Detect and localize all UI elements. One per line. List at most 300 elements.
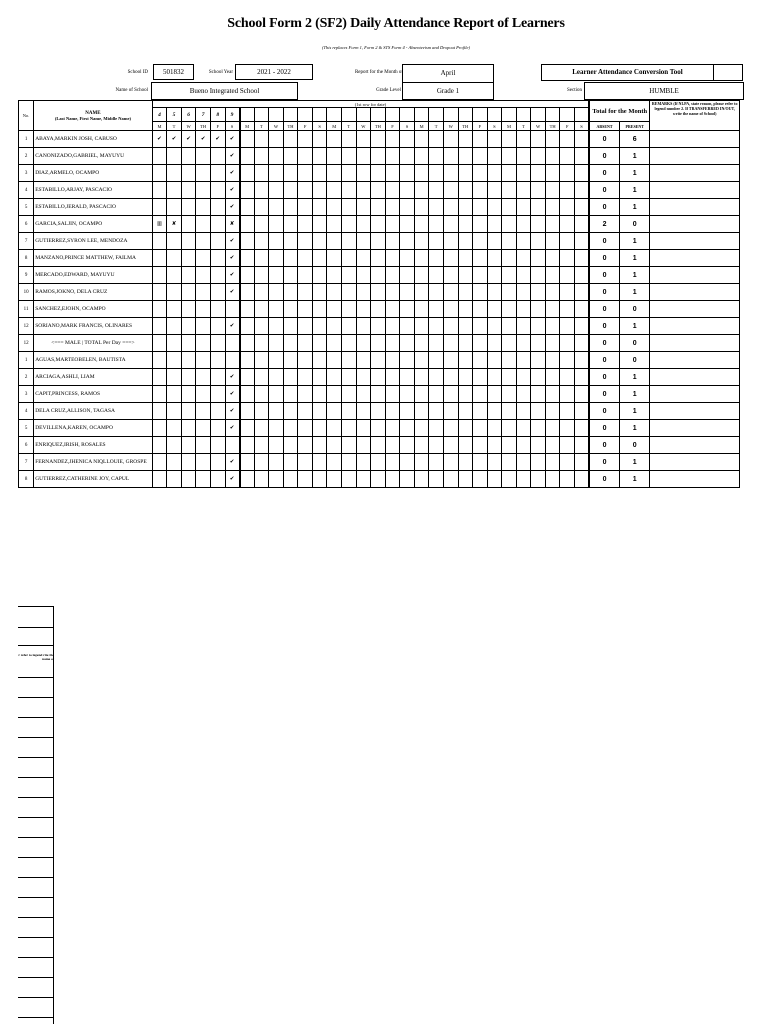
date-cell[interactable] [429, 108, 444, 122]
attendance-cell[interactable] [371, 250, 386, 267]
attendance-cell[interactable] [458, 471, 473, 488]
attendance-cell[interactable] [298, 182, 313, 199]
attendance-cell[interactable] [545, 199, 560, 216]
attendance-cell[interactable] [269, 216, 284, 233]
attendance-cell[interactable] [283, 403, 298, 420]
attendance-cell[interactable] [196, 420, 211, 437]
attendance-cell[interactable] [269, 352, 284, 369]
attendance-cell[interactable] [196, 267, 211, 284]
attendance-cell[interactable] [400, 284, 415, 301]
attendance-cell[interactable] [560, 318, 575, 335]
attendance-cell[interactable] [443, 165, 458, 182]
attendance-cell[interactable] [298, 233, 313, 250]
attendance-cell[interactable] [443, 420, 458, 437]
attendance-cell[interactable] [210, 267, 225, 284]
attendance-cell[interactable] [269, 369, 284, 386]
attendance-cell[interactable] [327, 199, 342, 216]
absent-mark[interactable]: ✘ [225, 216, 240, 233]
attendance-cell[interactable] [473, 454, 488, 471]
attendance-cell[interactable] [458, 454, 473, 471]
attendance-cell[interactable] [371, 301, 386, 318]
date-cell[interactable] [400, 108, 415, 122]
attendance-cell[interactable] [473, 199, 488, 216]
attendance-cell[interactable] [181, 233, 196, 250]
attendance-cell[interactable] [283, 131, 298, 148]
attendance-cell[interactable] [575, 403, 590, 420]
attendance-cell[interactable] [342, 148, 357, 165]
date-cell[interactable] [443, 108, 458, 122]
attendance-cell[interactable] [458, 199, 473, 216]
attendance-cell[interactable] [458, 369, 473, 386]
attendance-cell[interactable] [560, 301, 575, 318]
attendance-cell[interactable] [545, 216, 560, 233]
date-cell[interactable] [356, 108, 371, 122]
attendance-cell[interactable] [152, 267, 167, 284]
attendance-cell[interactable] [443, 437, 458, 454]
present-check-mark[interactable]: ✔ [225, 250, 240, 267]
attendance-cell[interactable] [342, 454, 357, 471]
attendance-cell[interactable] [516, 148, 531, 165]
attendance-cell[interactable] [371, 148, 386, 165]
attendance-cell[interactable] [342, 420, 357, 437]
attendance-cell[interactable] [473, 369, 488, 386]
attendance-cell[interactable] [400, 250, 415, 267]
attendance-cell[interactable] [342, 403, 357, 420]
attendance-cell[interactable] [327, 403, 342, 420]
attendance-cell[interactable] [473, 437, 488, 454]
attendance-cell[interactable] [269, 386, 284, 403]
attendance-cell[interactable] [240, 148, 255, 165]
attendance-cell[interactable] [458, 386, 473, 403]
attendance-cell[interactable] [269, 420, 284, 437]
attendance-cell[interactable] [473, 267, 488, 284]
attendance-cell[interactable] [210, 301, 225, 318]
attendance-cell[interactable] [487, 403, 502, 420]
attendance-cell[interactable] [254, 352, 269, 369]
date-cell[interactable]: 8 [210, 108, 225, 122]
attendance-cell[interactable] [240, 437, 255, 454]
attendance-cell[interactable] [443, 369, 458, 386]
attendance-cell[interactable] [269, 199, 284, 216]
attendance-cell[interactable] [414, 165, 429, 182]
attendance-cell[interactable] [167, 369, 182, 386]
attendance-cell[interactable] [356, 216, 371, 233]
attendance-cell[interactable] [429, 369, 444, 386]
attendance-cell[interactable] [560, 165, 575, 182]
attendance-cell[interactable] [575, 216, 590, 233]
present-check-mark[interactable]: ✔ [225, 403, 240, 420]
present-check-mark[interactable]: ✔ [225, 148, 240, 165]
remarks-cell[interactable] [650, 403, 740, 420]
attendance-cell[interactable] [473, 131, 488, 148]
remarks-cell[interactable] [650, 471, 740, 488]
attendance-cell[interactable] [312, 131, 327, 148]
attendance-cell[interactable] [516, 131, 531, 148]
attendance-cell[interactable] [342, 301, 357, 318]
attendance-cell[interactable] [443, 284, 458, 301]
attendance-cell[interactable] [181, 471, 196, 488]
attendance-cell[interactable] [385, 437, 400, 454]
attendance-cell[interactable] [443, 148, 458, 165]
attendance-cell[interactable] [473, 420, 488, 437]
attendance-cell[interactable] [560, 437, 575, 454]
attendance-cell[interactable] [210, 386, 225, 403]
attendance-cell[interactable] [429, 386, 444, 403]
attendance-cell[interactable] [152, 420, 167, 437]
attendance-cell[interactable] [371, 233, 386, 250]
present-check-mark[interactable]: ✔ [225, 131, 240, 148]
attendance-cell[interactable] [385, 284, 400, 301]
present-check-mark[interactable]: ✔ [225, 233, 240, 250]
attendance-cell[interactable] [487, 301, 502, 318]
attendance-cell[interactable] [560, 471, 575, 488]
attendance-cell[interactable] [487, 386, 502, 403]
attendance-cell[interactable] [545, 267, 560, 284]
attendance-cell[interactable] [283, 437, 298, 454]
attendance-cell[interactable] [516, 454, 531, 471]
attendance-cell[interactable] [269, 267, 284, 284]
attendance-cell[interactable] [400, 199, 415, 216]
attendance-cell[interactable] [181, 148, 196, 165]
report-month-field[interactable]: April [402, 64, 494, 83]
attendance-cell[interactable] [385, 131, 400, 148]
attendance-cell[interactable] [502, 420, 517, 437]
attendance-cell[interactable] [167, 352, 182, 369]
attendance-cell[interactable] [342, 471, 357, 488]
attendance-cell[interactable] [560, 454, 575, 471]
attendance-cell[interactable] [371, 267, 386, 284]
attendance-cell[interactable] [516, 301, 531, 318]
attendance-cell[interactable] [458, 318, 473, 335]
attendance-cell[interactable] [443, 267, 458, 284]
attendance-cell[interactable] [516, 216, 531, 233]
remarks-cell[interactable] [650, 386, 740, 403]
attendance-cell[interactable] [312, 386, 327, 403]
attendance-cell[interactable] [196, 250, 211, 267]
attendance-cell[interactable] [443, 352, 458, 369]
attendance-cell[interactable] [312, 437, 327, 454]
attendance-cell[interactable] [283, 352, 298, 369]
attendance-cell[interactable] [269, 233, 284, 250]
attendance-cell[interactable] [516, 403, 531, 420]
attendance-cell[interactable] [429, 148, 444, 165]
attendance-cell[interactable] [371, 420, 386, 437]
attendance-cell[interactable] [385, 267, 400, 284]
attendance-cell[interactable] [487, 216, 502, 233]
date-cell[interactable]: 9 [225, 108, 240, 122]
attendance-cell[interactable] [443, 199, 458, 216]
attendance-cell[interactable] [298, 131, 313, 148]
attendance-cell[interactable] [487, 369, 502, 386]
attendance-cell[interactable] [545, 369, 560, 386]
attendance-cell[interactable] [181, 352, 196, 369]
attendance-cell[interactable] [575, 386, 590, 403]
attendance-cell[interactable] [356, 284, 371, 301]
attendance-cell[interactable] [458, 233, 473, 250]
attendance-cell[interactable] [196, 199, 211, 216]
attendance-cell[interactable] [152, 352, 167, 369]
attendance-cell[interactable] [240, 182, 255, 199]
attendance-cell[interactable] [269, 131, 284, 148]
attendance-cell[interactable] [196, 284, 211, 301]
attendance-cell[interactable] [312, 199, 327, 216]
attendance-cell[interactable] [414, 284, 429, 301]
attendance-cell[interactable] [181, 301, 196, 318]
attendance-cell[interactable] [312, 318, 327, 335]
attendance-cell[interactable] [298, 437, 313, 454]
date-cell[interactable] [458, 108, 473, 122]
attendance-cell[interactable] [473, 318, 488, 335]
attendance-cell[interactable] [371, 216, 386, 233]
attendance-cell[interactable] [400, 420, 415, 437]
attendance-cell[interactable] [210, 199, 225, 216]
attendance-cell[interactable] [575, 199, 590, 216]
attendance-cell[interactable] [356, 471, 371, 488]
attendance-cell[interactable] [545, 131, 560, 148]
date-cell[interactable] [240, 108, 255, 122]
attendance-cell[interactable] [254, 131, 269, 148]
attendance-cell[interactable] [458, 420, 473, 437]
attendance-cell[interactable] [356, 199, 371, 216]
attendance-cell[interactable] [181, 284, 196, 301]
attendance-cell[interactable] [342, 386, 357, 403]
remarks-cell[interactable] [650, 250, 740, 267]
date-cell[interactable] [254, 108, 269, 122]
attendance-cell[interactable] [502, 352, 517, 369]
attendance-cell[interactable] [429, 284, 444, 301]
attendance-cell[interactable] [560, 233, 575, 250]
attendance-cell[interactable] [283, 386, 298, 403]
attendance-cell[interactable] [167, 386, 182, 403]
attendance-cell[interactable] [283, 267, 298, 284]
attendance-cell[interactable] [167, 471, 182, 488]
attendance-cell[interactable] [385, 301, 400, 318]
attendance-cell[interactable] [225, 437, 240, 454]
attendance-cell[interactable] [575, 233, 590, 250]
attendance-cell[interactable] [531, 182, 546, 199]
attendance-cell[interactable] [342, 216, 357, 233]
attendance-cell[interactable] [356, 131, 371, 148]
attendance-cell[interactable] [414, 318, 429, 335]
attendance-cell[interactable] [400, 318, 415, 335]
attendance-cell[interactable] [516, 386, 531, 403]
remarks-cell[interactable] [650, 454, 740, 471]
attendance-cell[interactable] [502, 182, 517, 199]
attendance-cell[interactable] [312, 369, 327, 386]
attendance-cell[interactable] [443, 318, 458, 335]
attendance-cell[interactable] [429, 199, 444, 216]
attendance-cell[interactable] [560, 352, 575, 369]
attendance-cell[interactable] [429, 182, 444, 199]
attendance-cell[interactable] [356, 148, 371, 165]
attendance-cell[interactable] [312, 284, 327, 301]
date-cell[interactable] [342, 108, 357, 122]
attendance-cell[interactable] [312, 148, 327, 165]
attendance-cell[interactable] [210, 182, 225, 199]
present-check-mark[interactable]: ✔ [225, 267, 240, 284]
attendance-cell[interactable] [487, 454, 502, 471]
date-cell[interactable] [385, 108, 400, 122]
attendance-cell[interactable] [400, 403, 415, 420]
attendance-cell[interactable] [531, 250, 546, 267]
present-check-mark[interactable]: ✔ [225, 420, 240, 437]
attendance-cell[interactable] [152, 148, 167, 165]
attendance-cell[interactable] [196, 454, 211, 471]
attendance-cell[interactable] [283, 199, 298, 216]
date-cell[interactable]: 7 [196, 108, 211, 122]
attendance-cell[interactable] [210, 216, 225, 233]
attendance-cell[interactable] [400, 182, 415, 199]
attendance-cell[interactable] [371, 165, 386, 182]
attendance-cell[interactable] [487, 148, 502, 165]
attendance-cell[interactable] [429, 352, 444, 369]
attendance-cell[interactable] [152, 437, 167, 454]
attendance-cell[interactable] [429, 403, 444, 420]
attendance-cell[interactable] [575, 420, 590, 437]
attendance-cell[interactable] [531, 148, 546, 165]
attendance-cell[interactable] [473, 182, 488, 199]
attendance-cell[interactable] [342, 284, 357, 301]
attendance-cell[interactable] [371, 182, 386, 199]
attendance-cell[interactable] [414, 369, 429, 386]
attendance-cell[interactable] [487, 284, 502, 301]
attendance-cell[interactable] [312, 182, 327, 199]
attendance-cell[interactable] [531, 165, 546, 182]
attendance-cell[interactable] [196, 301, 211, 318]
present-check-mark[interactable]: ✔ [225, 471, 240, 488]
attendance-cell[interactable] [531, 301, 546, 318]
attendance-cell[interactable] [429, 420, 444, 437]
attendance-cell[interactable] [502, 216, 517, 233]
remarks-cell[interactable] [650, 199, 740, 216]
attendance-cell[interactable] [400, 454, 415, 471]
attendance-cell[interactable] [575, 148, 590, 165]
attendance-cell[interactable] [342, 199, 357, 216]
attendance-cell[interactable] [385, 250, 400, 267]
attendance-cell[interactable] [181, 454, 196, 471]
attendance-cell[interactable] [443, 454, 458, 471]
attendance-cell[interactable] [560, 284, 575, 301]
attendance-cell[interactable] [575, 131, 590, 148]
attendance-cell[interactable] [429, 233, 444, 250]
attendance-cell[interactable] [531, 131, 546, 148]
attendance-cell[interactable] [487, 471, 502, 488]
attendance-cell[interactable] [240, 352, 255, 369]
attendance-cell[interactable] [545, 233, 560, 250]
attendance-cell[interactable] [429, 250, 444, 267]
attendance-cell[interactable] [196, 403, 211, 420]
attendance-cell[interactable] [167, 267, 182, 284]
attendance-cell[interactable] [560, 216, 575, 233]
attendance-cell[interactable] [298, 386, 313, 403]
attendance-cell[interactable] [196, 369, 211, 386]
attendance-cell[interactable] [575, 267, 590, 284]
attendance-cell[interactable] [327, 182, 342, 199]
attendance-cell[interactable] [414, 403, 429, 420]
attendance-cell[interactable] [575, 182, 590, 199]
present-check-mark[interactable]: ✔ [167, 131, 182, 148]
attendance-cell[interactable] [400, 352, 415, 369]
attendance-cell[interactable] [414, 182, 429, 199]
attendance-cell[interactable] [283, 216, 298, 233]
attendance-cell[interactable] [356, 165, 371, 182]
attendance-cell[interactable] [283, 318, 298, 335]
attendance-cell[interactable] [283, 233, 298, 250]
attendance-cell[interactable] [240, 250, 255, 267]
attendance-cell[interactable] [545, 403, 560, 420]
attendance-cell[interactable] [371, 199, 386, 216]
present-check-mark[interactable]: ✔ [225, 369, 240, 386]
attendance-cell[interactable] [443, 131, 458, 148]
present-check-mark[interactable]: ✔ [152, 131, 167, 148]
attendance-cell[interactable] [327, 284, 342, 301]
attendance-cell[interactable] [298, 318, 313, 335]
attendance-cell[interactable] [254, 267, 269, 284]
attendance-cell[interactable] [531, 199, 546, 216]
attendance-cell[interactable] [240, 420, 255, 437]
attendance-cell[interactable] [327, 165, 342, 182]
attendance-cell[interactable] [254, 471, 269, 488]
attendance-cell[interactable] [516, 165, 531, 182]
attendance-cell[interactable] [283, 454, 298, 471]
attendance-cell[interactable] [473, 301, 488, 318]
remarks-cell[interactable] [650, 284, 740, 301]
attendance-cell[interactable] [298, 471, 313, 488]
attendance-cell[interactable] [531, 216, 546, 233]
attendance-cell[interactable] [327, 318, 342, 335]
attendance-cell[interactable] [473, 216, 488, 233]
attendance-cell[interactable] [240, 454, 255, 471]
date-cell[interactable] [531, 108, 546, 122]
date-cell[interactable] [283, 108, 298, 122]
attendance-cell[interactable] [167, 437, 182, 454]
attendance-cell[interactable] [502, 250, 517, 267]
attendance-cell[interactable] [531, 352, 546, 369]
attendance-cell[interactable] [385, 182, 400, 199]
attendance-cell[interactable] [516, 199, 531, 216]
present-check-mark[interactable]: ✔ [225, 199, 240, 216]
attendance-cell[interactable] [560, 131, 575, 148]
attendance-cell[interactable] [516, 420, 531, 437]
attendance-cell[interactable] [473, 284, 488, 301]
attendance-cell[interactable] [210, 165, 225, 182]
attendance-cell[interactable] [283, 148, 298, 165]
attendance-cell[interactable] [371, 131, 386, 148]
attendance-cell[interactable] [356, 352, 371, 369]
attendance-cell[interactable] [575, 352, 590, 369]
attendance-cell[interactable] [196, 216, 211, 233]
section-field[interactable]: HUMBLE [584, 82, 744, 100]
attendance-cell[interactable] [473, 386, 488, 403]
attendance-cell[interactable] [152, 454, 167, 471]
attendance-cell[interactable] [385, 216, 400, 233]
attendance-cell[interactable] [356, 233, 371, 250]
attendance-cell[interactable] [356, 369, 371, 386]
attendance-cell[interactable] [167, 403, 182, 420]
attendance-cell[interactable] [502, 267, 517, 284]
attendance-cell[interactable] [210, 233, 225, 250]
attendance-cell[interactable] [167, 318, 182, 335]
attendance-cell[interactable] [414, 352, 429, 369]
attendance-cell[interactable] [254, 199, 269, 216]
attendance-cell[interactable] [443, 403, 458, 420]
attendance-cell[interactable] [210, 250, 225, 267]
attendance-cell[interactable] [152, 386, 167, 403]
attendance-cell[interactable] [356, 250, 371, 267]
attendance-cell[interactable] [502, 233, 517, 250]
attendance-cell[interactable] [152, 369, 167, 386]
attendance-cell[interactable] [371, 454, 386, 471]
